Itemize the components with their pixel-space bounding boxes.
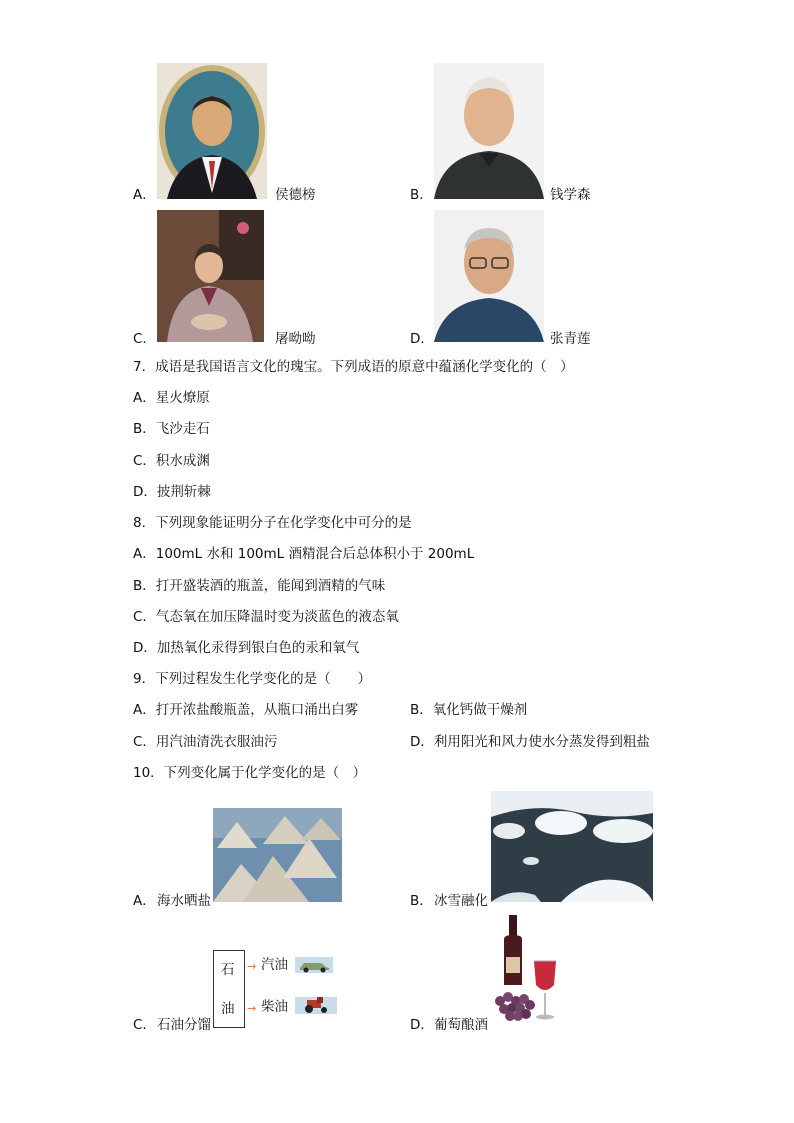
portrait-b-image (434, 63, 544, 199)
portrait-d-image (434, 210, 544, 342)
q10-option-d-text: 葡萄酿酒 (434, 1017, 488, 1033)
q6-option-a-letter: A． (133, 187, 156, 203)
petroleum-char-1: 石 (221, 962, 235, 978)
snow-melting-image (491, 791, 653, 902)
q8-stem: 8．下列现象能证明分子在化学变化中可分的是 (133, 515, 412, 531)
q8-option-c: C．气态氧在加压降温时变为淡蓝色的液态氧 (133, 609, 399, 625)
grape-wine-image (490, 915, 560, 1027)
q9-option-a: A．打开浓盐酸瓶盖，从瓶口涌出白雾 (133, 702, 359, 718)
q10-option-a-letter: A． (133, 893, 156, 909)
q8-option-a: A．100mL 水和 100mL 酒精混合后总体积小于 200mL (133, 546, 475, 562)
q10-option-c-text: 石油分馏 (157, 1017, 211, 1033)
product-diesel-label: 柴油 (261, 999, 288, 1015)
q6-option-b-letter: B． (410, 187, 433, 203)
q9-option-b: B．氧化钙做干燥剂 (410, 702, 528, 718)
q10-option-b-letter: B． (410, 893, 433, 909)
q10-option-b-text: 冰雪融化 (434, 893, 488, 909)
q6-option-d-name: 张青莲 (550, 331, 591, 347)
q6-option-c-name: 屠呦呦 (275, 331, 316, 347)
q10-option-c-letter: C． (133, 1017, 156, 1033)
q7-option-d: D．披荆斩棘 (133, 484, 211, 500)
q6-option-b-name: 钱学森 (550, 187, 591, 203)
petroleum-char-2: 油 (221, 1001, 235, 1017)
q8-option-d: D．加热氧化汞得到银白色的汞和氧气 (133, 640, 360, 656)
q10-option-d-letter: D． (410, 1017, 434, 1033)
arrow-right-icon: → (247, 1002, 257, 1015)
q10-option-a-text: 海水晒盐 (157, 893, 211, 909)
portrait-c-image (157, 210, 264, 342)
q9-option-d: D．利用阳光和风力使水分蒸发得到粗盐 (410, 734, 650, 750)
car-icon (295, 957, 333, 973)
arrow-right-icon: → (247, 960, 257, 973)
q8-option-b: B．打开盛装酒的瓶盖，能闻到酒精的气味 (133, 578, 386, 594)
q6-option-d-letter: D． (410, 331, 434, 347)
q9-option-c: C．用汽油清洗衣服油污 (133, 734, 278, 750)
q7-option-c: C．积水成渊 (133, 453, 210, 469)
q7-stem: 7．成语是我国语言文化的瑰宝。下列成语的原意中蕴涵化学变化的（ ） (133, 359, 574, 375)
q6-option-a-name: 侯德榜 (275, 187, 316, 203)
q9-stem: 9．下列过程发生化学变化的是（ ） (133, 671, 372, 687)
tractor-icon (295, 997, 337, 1014)
q10-stem: 10．下列变化属于化学变化的是（ ） (133, 765, 367, 781)
q6-option-c-letter: C． (133, 331, 156, 347)
product-gasoline-label: 汽油 (261, 957, 288, 973)
portrait-a-image (157, 63, 267, 199)
sea-salt-image (213, 808, 342, 902)
q7-option-a: A．星火燎原 (133, 390, 210, 406)
q7-option-b: B．飞沙走石 (133, 421, 210, 437)
